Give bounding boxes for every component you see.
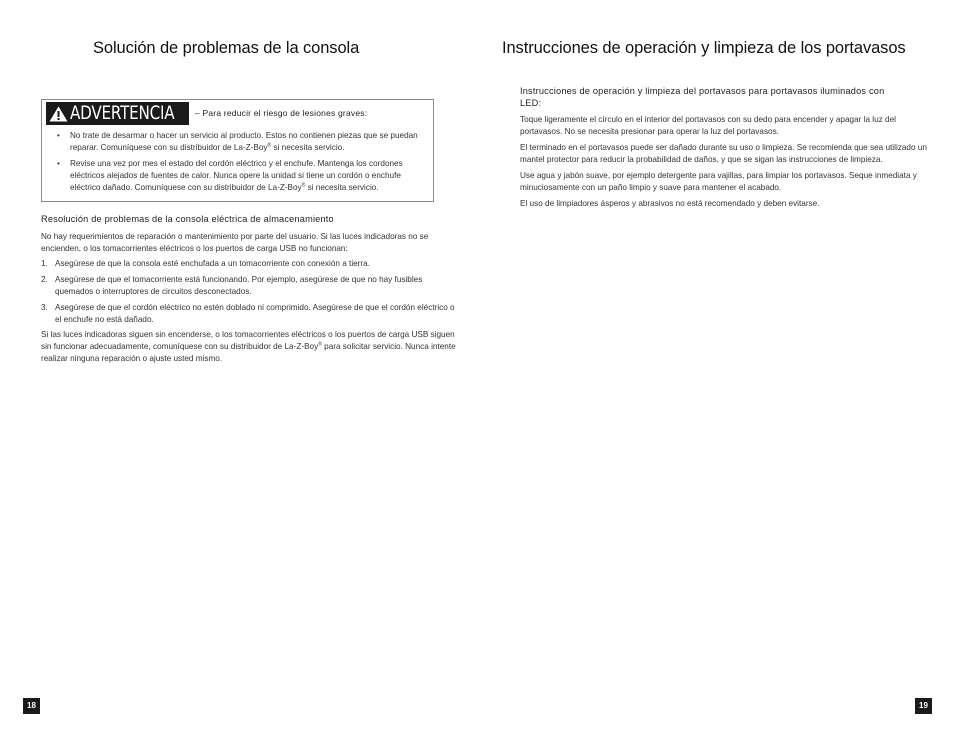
cupholder-instructions (520, 114, 932, 214)
step-item (41, 302, 461, 326)
step-text: Asegúrese de que el cordón eléctrico no estén doblado ni comprimido. Asegúrese de que el cordón eléctrico o el enchufe no está dañado. (55, 303, 455, 324)
troubleshooting-subheading: Resolución de problemas de la consola eléctrica de almacenamiento (41, 214, 334, 224)
warning-box (41, 99, 434, 202)
registered-mark: ® (267, 142, 272, 149)
step-item (41, 258, 461, 270)
warning-list (54, 130, 426, 198)
warning-triangle-icon (49, 106, 68, 122)
step-number: 2. (41, 275, 48, 284)
step-text: Asegúrese de que el tomacorriente está funcionando. Por ejemplo, asegúrese de que no hay fusibles quemados o interruptores de circuitos desconectados. (55, 275, 423, 296)
registered-mark: ® (318, 341, 322, 348)
registered-mark: ® (301, 182, 306, 189)
right-page-title: Instrucciones de operación y limpieza de los portavasos (502, 39, 906, 57)
bullet-icon: • (57, 159, 60, 168)
troubleshooting-steps (41, 258, 461, 330)
troubleshooting-outro: Si las luces indicadoras siguen sin encenderse, o los tomacorrientes eléctricos o los puertos de carga USB siguen sin funcionar adecuadamente, comuníquese con su distribuidor de La-Z-Boy® para solicitar servicio. Nunca intente realizar ninguna reparación o ajuste usted mismo. (41, 330, 456, 363)
left-page-title: Solución de problemas de la consola (93, 39, 360, 57)
step-item (41, 274, 461, 298)
instruction-paragraph: El uso de limpiadores ásperos y abrasivos no está recomendado y deben evitarse. (520, 199, 820, 208)
step-number: 3. (41, 303, 48, 312)
step-text: Asegúrese de que la consola esté enchufada a un tomacorriente con conexión a tierra. (55, 259, 370, 268)
warning-badge (46, 102, 189, 125)
troubleshooting-intro: No hay requerimientos de reparación o mantenimiento por parte del usuario. Si las luces indicadoras no se encienden, o los tomacorrientes eléctricos o los puertos de carga USB no funcionan: (41, 232, 429, 253)
page-number-right: 19 (915, 698, 932, 714)
warning-note: – Para reducir el riesgo de lesiones graves: (195, 108, 368, 118)
warning-item: • Revise una vez por mes el estado del cordón eléctrico y el enchufe. Mantenga los cordones eléctricos alejados de fuentes de calor. Nunca opere la unidad si tiene un cordón o enchufe eléctrico dañado. Comuníquese con su distribuidor de La-Z-Boy® si necesita servicio. (57, 159, 403, 192)
warning-item: • No trate de desarmar o hacer un servicio al producto. Estos no contienen piezas que se puedan reparar. Comuníquese con su distribuidor de La-Z-Boy® si necesita servicio. (57, 131, 418, 152)
step-number: 1. (41, 259, 48, 268)
instruction-paragraph: Use agua y jabón suave, por ejemplo detergente para vajillas, para limpiar los portavasos. Seque inmediata y minuciosamente con un paño limpio y suave para mantener el acabado. (520, 171, 917, 192)
warning-label: ADVERTENCIA (70, 102, 175, 124)
instruction-paragraph: El terminado en el portavasos puede ser dañado durante su uso o limpieza. Se recomienda que sea utilizado un mantel protector para reducir la probabilidad de daños, y que se sigan las instrucciones de limpieza. (520, 143, 927, 164)
page-number-left: 18 (23, 698, 40, 714)
instruction-paragraph: Toque ligeramente el círculo en el interior del portavasos con su dedo para encender y apagar la luz del portavasos. No se necesita presionar para operar la luz del portavasos. (520, 115, 896, 136)
cupholder-subheading: Instrucciones de operación y limpieza del portavasos para portavasos iluminados con LED: (520, 86, 885, 108)
bullet-icon: • (57, 131, 60, 140)
